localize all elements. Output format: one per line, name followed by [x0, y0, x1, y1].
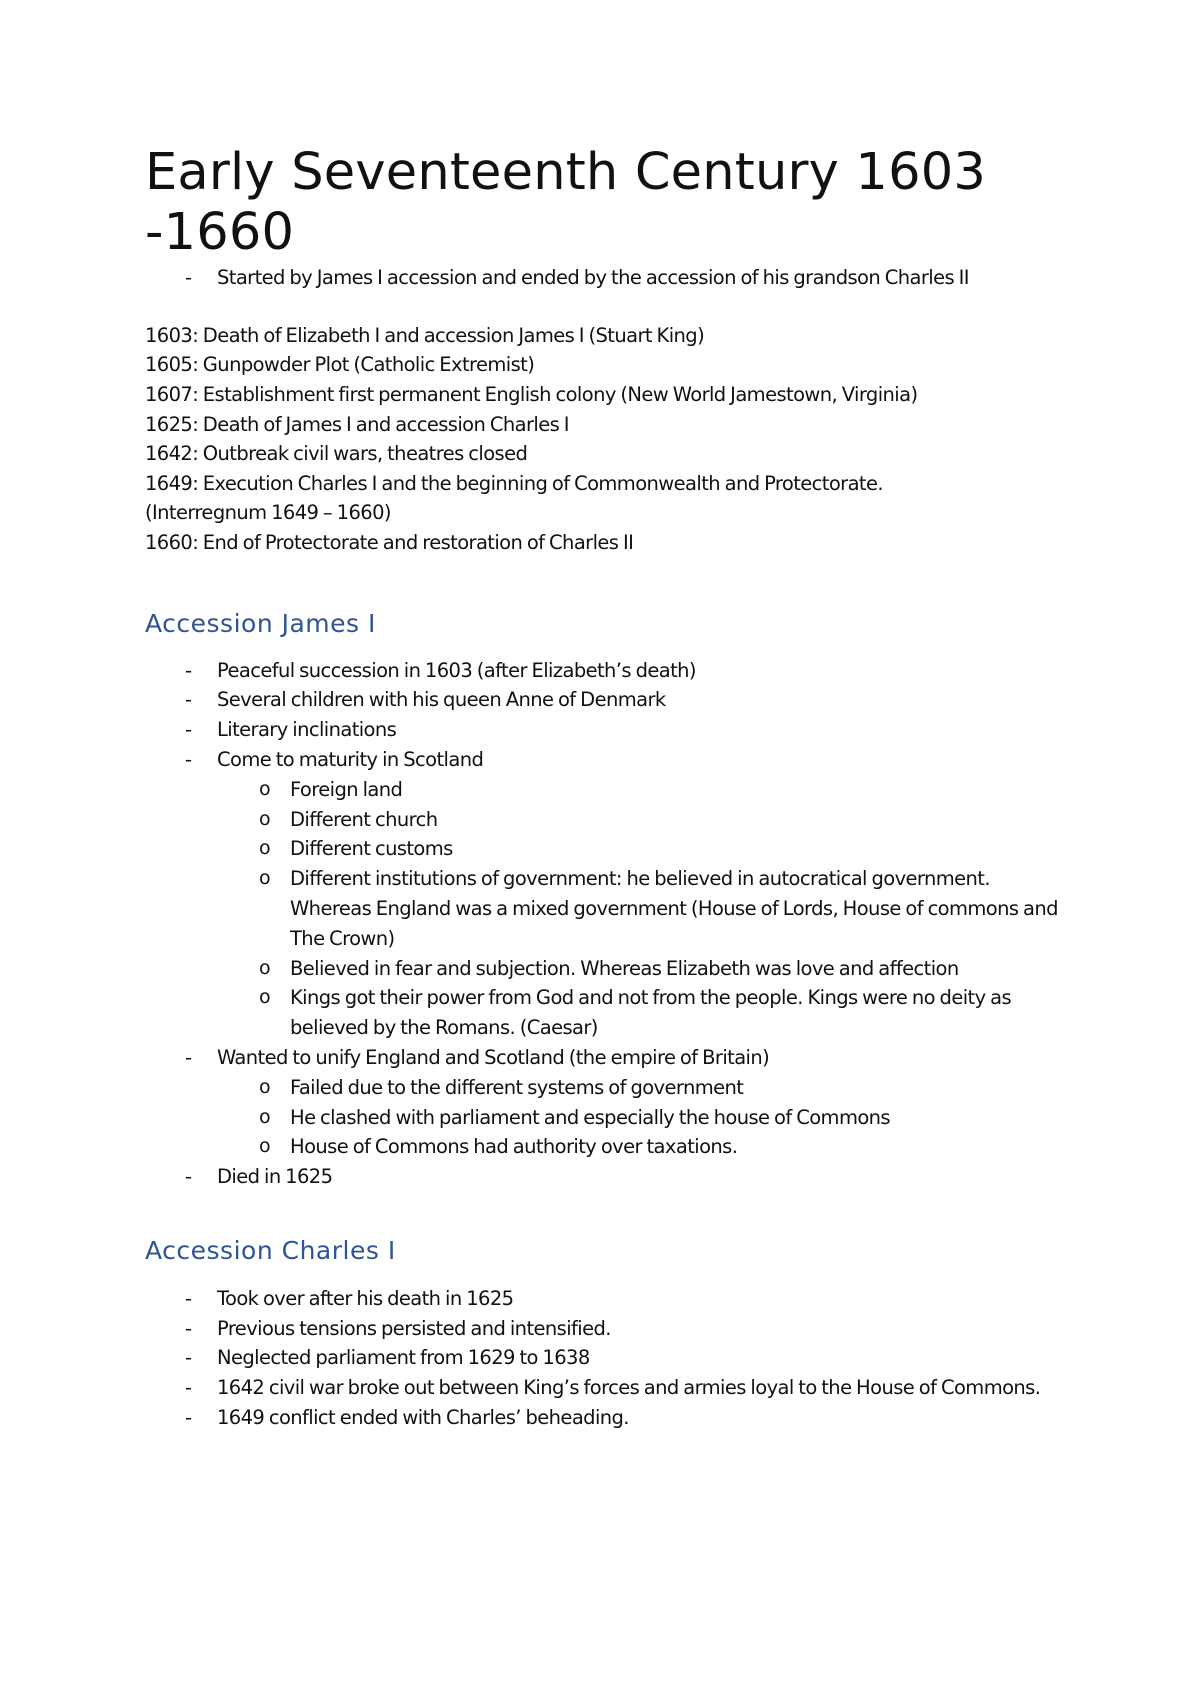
- list-item-text: Come to maturity in Scotland: [217, 747, 484, 771]
- sub-list-item: [217, 983, 1075, 1043]
- list-item-text: 1642 civil war broke out between King’s forces and armies loyal to the House of Commons.: [217, 1376, 1041, 1400]
- sub-list-item: [217, 1073, 1075, 1103]
- dash-bullet-icon: -: [185, 1045, 192, 1069]
- sub-list-item-text: Failed due to the different systems of government: [290, 1075, 744, 1099]
- circle-bullet-icon: o: [259, 807, 271, 830]
- list-item-text: Wanted to unify England and Scotland (the empire of Britain): [217, 1045, 770, 1069]
- list-item: [145, 715, 1075, 745]
- section-charles-list: [145, 1284, 1075, 1433]
- circle-bullet-icon: o: [259, 1075, 271, 1098]
- list-item-text: Died in 1625: [217, 1165, 333, 1189]
- circle-bullet-icon: o: [259, 986, 271, 1009]
- dash-bullet-icon: -: [185, 658, 192, 682]
- timeline-entry: (Interregnum 1649 – 1660): [145, 501, 391, 525]
- section-heading-james: Accession James I: [145, 608, 376, 638]
- circle-bullet-icon: o: [259, 867, 271, 890]
- timeline-entry: 1605: Gunpowder Plot (Catholic Extremist): [145, 353, 535, 377]
- list-item-text: Peaceful succession in 1603 (after Elizabeth’s death): [217, 658, 696, 682]
- sub-list-item-text: Believed in fear and subjection. Whereas Elizabeth was love and affection: [290, 956, 959, 980]
- list-item-text: Neglected parliament from 1629 to 1638: [217, 1346, 590, 1370]
- dash-bullet-icon: -: [185, 747, 192, 771]
- dash-bullet-icon: -: [185, 1406, 192, 1430]
- dash-bullet-icon: -: [185, 688, 192, 712]
- timeline-entry: 1625: Death of James I and accession Charles I: [145, 412, 569, 436]
- list-item-text: 1649 conflict ended with Charles’ beheading.: [217, 1406, 629, 1430]
- sub-list-item: [217, 1103, 1075, 1133]
- document-content: [145, 143, 1075, 1433]
- dash-bullet-icon: -: [185, 1316, 192, 1340]
- list-item-text: Literary inclinations: [217, 718, 397, 742]
- dash-bullet-icon: -: [185, 1376, 192, 1400]
- page-title: Early Seventeenth Century 1603 -1660: [145, 143, 987, 262]
- list-item: [145, 1403, 1075, 1433]
- list-item: [145, 1284, 1075, 1314]
- dash-bullet-icon: -: [185, 718, 192, 742]
- sub-list-item-text: Different church: [290, 807, 438, 831]
- timeline-entry: 1642: Outbreak civil wars, theatres closed: [145, 442, 528, 466]
- circle-bullet-icon: o: [259, 777, 271, 800]
- circle-bullet-icon: o: [259, 1105, 271, 1128]
- dash-bullet-icon: -: [185, 1286, 192, 1310]
- list-item-text: Started by James I accession and ended by the accession of his grandson Charles II: [217, 266, 969, 289]
- circle-bullet-icon: o: [259, 1135, 271, 1158]
- list-item: [145, 745, 1075, 1043]
- timeline-entry: 1603: Death of Elizabeth I and accession James I (Stuart King): [145, 323, 705, 347]
- timeline-entry: 1660: End of Protectorate and restoration of Charles II: [145, 530, 634, 554]
- list-item: [145, 1343, 1075, 1373]
- intro-list: [145, 263, 1075, 293]
- sub-list-item-text: Different customs: [290, 837, 453, 861]
- sub-list-item: [217, 1132, 1075, 1162]
- sub-list-item: [217, 805, 1075, 835]
- dash-bullet-icon: -: [185, 266, 192, 289]
- sub-list: [217, 1073, 1075, 1162]
- section-james-list: [145, 656, 1075, 1192]
- section-heading-charles: Accession Charles I: [145, 1235, 396, 1265]
- dash-bullet-icon: -: [185, 1165, 192, 1189]
- list-item: [145, 1314, 1075, 1344]
- list-item-text: Previous tensions persisted and intensified.: [217, 1316, 611, 1340]
- timeline: [145, 321, 1075, 558]
- list-item: [145, 1162, 1075, 1192]
- sub-list-item-text: He clashed with parliament and especially the house of Commons: [290, 1105, 890, 1129]
- list-item: [145, 656, 1075, 686]
- sub-list-item: [217, 954, 1075, 984]
- list-item: [145, 685, 1075, 715]
- timeline-entry: 1649: Execution Charles I and the beginning of Commonwealth and Protectorate.: [145, 471, 883, 495]
- sub-list-item: [217, 834, 1075, 864]
- sub-list-item-text: Different institutions of government: he believed in autocratical government. Whereas England was a mixed government (House of Lords, House of commons and The Crown): [290, 867, 1058, 950]
- sub-list-item-text: Foreign land: [290, 777, 403, 801]
- list-item: [145, 263, 1075, 293]
- list-item-text: Several children with his queen Anne of Denmark: [217, 688, 666, 712]
- list-item: [145, 1373, 1075, 1403]
- timeline-entry: 1607: Establishment first permanent English colony (New World Jamestown, Virginia): [145, 382, 918, 406]
- sub-list-item-text: Kings got their power from God and not from the people. Kings were no deity as believed by the Romans. (Caesar): [290, 986, 1012, 1040]
- sub-list: [217, 775, 1075, 1043]
- dash-bullet-icon: -: [185, 1346, 192, 1370]
- circle-bullet-icon: o: [259, 956, 271, 979]
- sub-list-item: [217, 775, 1075, 805]
- sub-list-item: [217, 864, 1075, 953]
- list-item-text: Took over after his death in 1625: [217, 1286, 514, 1310]
- circle-bullet-icon: o: [259, 837, 271, 860]
- sub-list-item-text: House of Commons had authority over taxations.: [290, 1135, 738, 1159]
- list-item: [145, 1043, 1075, 1162]
